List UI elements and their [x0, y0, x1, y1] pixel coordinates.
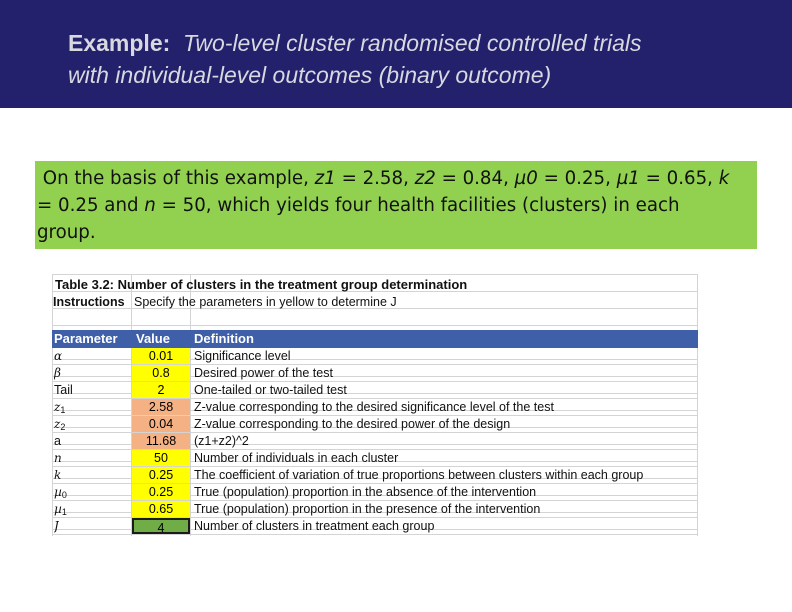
instructions-text: Specify the parameters in yellow to determine J: [134, 295, 397, 309]
value-cell[interactable]: 2.58: [132, 399, 190, 415]
value-cell[interactable]: 0.25: [132, 467, 190, 483]
parameter-symbol: a: [54, 434, 61, 448]
header-definition: Definition: [194, 331, 254, 346]
definition-cell: (z1+z2)^2: [194, 434, 249, 448]
parameter-cell: [54, 365, 61, 382]
parameter-symbol: z: [54, 417, 61, 431]
title-prefix: Example:: [68, 30, 171, 56]
table-row: [52, 501, 698, 518]
parameter-symbol: µ: [54, 485, 62, 499]
value-cell[interactable]: 0.65: [132, 501, 190, 517]
table-row: [52, 416, 698, 433]
parameter-symbol: Tail: [54, 383, 73, 397]
definition-cell: Number of individuals in each cluster: [194, 451, 399, 465]
table-row: [52, 467, 698, 484]
title-line-1: [68, 27, 768, 59]
title-line-2: with individual-level outcomes (binary outcome): [68, 62, 552, 88]
table-row: [52, 365, 698, 382]
summary-text: [35, 165, 751, 246]
summary-line-1: On the basis of this example, z1 = 2.58, z2 = 0.84, µ0 = 0.25, µ1 = 0.65, k: [42, 168, 730, 189]
parameter-symbol: k: [54, 468, 62, 482]
table-row: [52, 450, 698, 467]
header-value: Value: [136, 331, 170, 346]
title-bar: [0, 0, 792, 108]
parameter-symbol: z: [54, 400, 61, 414]
parameter-symbol: n: [54, 451, 62, 465]
parameter-cell: [54, 518, 59, 535]
table-row: [52, 433, 698, 450]
parameter-cell: [54, 382, 73, 399]
parameter-subscript: 2: [60, 422, 66, 432]
value-cell[interactable]: 0.8: [132, 365, 190, 381]
value-cell[interactable]: 4: [132, 518, 190, 534]
summary-box: [35, 161, 757, 249]
table-row: [52, 348, 698, 365]
definition-cell: Z-value corresponding to the desired significance level of the test: [194, 400, 554, 414]
title-text-1: Two-level cluster randomised controlled trials: [183, 30, 642, 56]
definition-cell: Desired power of the test: [194, 366, 333, 380]
parameter-subscript: 1: [61, 507, 67, 517]
spreadsheet-table: [52, 274, 698, 536]
value-cell[interactable]: 0.04: [132, 416, 190, 432]
value-cell[interactable]: 0.25: [132, 484, 190, 500]
parameter-cell: [54, 433, 61, 450]
definition-cell: Significance level: [194, 349, 291, 363]
parameter-symbol: µ: [54, 502, 62, 516]
definition-cell: Number of clusters in treatment each group: [194, 519, 435, 533]
value-cell[interactable]: 50: [132, 450, 190, 466]
table-row: [52, 518, 698, 535]
summary-line-3: group.: [37, 222, 96, 243]
definition-cell: True (population) proportion in the absence of the intervention: [194, 485, 537, 499]
value-cell[interactable]: 0.01: [132, 348, 190, 364]
parameter-symbol: β: [54, 366, 61, 380]
table-row: [52, 382, 698, 399]
parameter-symbol: J: [54, 519, 59, 533]
parameter-symbol: α: [54, 349, 63, 363]
instructions-label: Instructions: [53, 295, 125, 309]
grid-line: [52, 274, 698, 275]
table-row: [52, 399, 698, 416]
parameter-cell: [54, 348, 62, 365]
definition-cell: True (population) proportion in the presence of the intervention: [194, 502, 541, 516]
header-parameter: Parameter: [54, 331, 118, 346]
definition-cell: One-tailed or two-tailed test: [194, 383, 347, 397]
table-title: Table 3.2: Number of clusters in the treatment group determination: [55, 277, 468, 292]
slide-title: [68, 27, 768, 91]
parameter-cell: [54, 467, 61, 484]
parameter-subscript: 1: [60, 405, 66, 415]
grid-line: [52, 325, 698, 326]
value-cell[interactable]: 11.68: [132, 433, 190, 449]
value-cell[interactable]: 2: [132, 382, 190, 398]
parameter-subscript: 0: [61, 490, 67, 500]
parameter-cell: [54, 450, 62, 467]
table-row: [52, 484, 698, 501]
table-header-row: [52, 330, 698, 348]
summary-line-2: = 0.25 and n = 50, which yields four health facilities (clusters) in each: [37, 195, 680, 216]
definition-cell: The coefficient of variation of true proportions between clusters within each group: [194, 468, 644, 482]
definition-cell: Z-value corresponding to the desired power of the design: [194, 417, 511, 431]
